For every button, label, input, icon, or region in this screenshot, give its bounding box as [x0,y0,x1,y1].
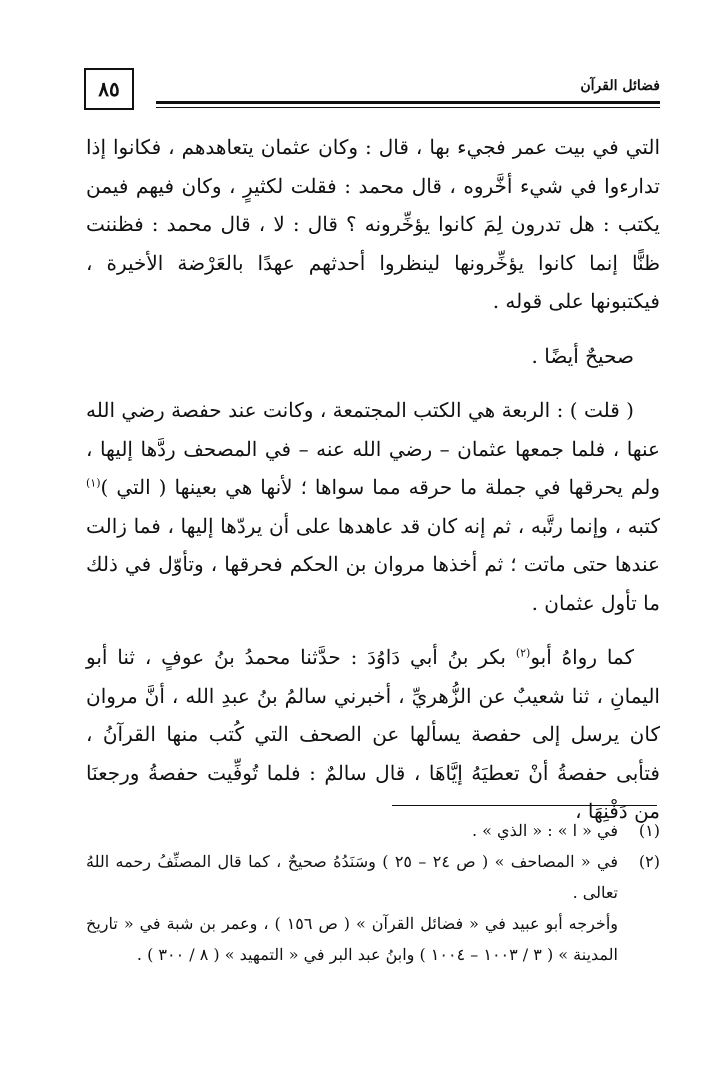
footnote-text: في « المصاحف » ( ص ٢٤ – ٢٥ ) وسَنَدُهُ صحيحٌ ، كما قال المصنِّفُ رحمه اللهُ تعالى . [86,852,619,902]
footnote-text: في « ا » : « الذي » . [472,821,618,840]
paragraph-3 [86,391,660,622]
footnote-2 [86,846,660,908]
paragraph-4-part1: كما رواهُ أبو [530,645,635,669]
paragraph-4-part2: بكر بنُ أبي دَاوُدَ : حدَّثنا محمدُ بنُ عوفٍ ، ثنا أبو اليمانِ ، ثنا شعيبٌ عن الزُّهريِّ ، أخبرني سالمُ بنُ عبدِ الله ، أنَّ مروان كان يرسل إلى حفصة يسألها عن الصحف التي كُتب منها القرآنُ ، فتأبى حفصةُ أنْ تعطيَهُ إيَّاهَا ، قال سالمٌ : فلما تُوفِّيت حفصةُ ورجعنَا من دَفْنِهَا ، [86,645,660,823]
running-title: فضائل القرآن [580,78,660,94]
footnote-ref-2: (٢) [515,646,531,660]
page-header [84,68,660,128]
footnote-2-continuation: وأخرجه أبو عبيد في « فضائل القرآن » ( ص ١٥٦ ) ، وعمر بن شبة في « تاريخ المدينة » ( ٣ / ١٠٠٣ – ١٠٠٤ ) وابنُ عبد البر في « التمهيد » ( ٨ / ٣٠٠ ) . [86,914,618,964]
header-rule-thin [156,107,660,108]
footnote-ref-1: (١) [86,476,101,490]
footnotes [86,815,660,970]
footnote-number: (١) [638,821,660,840]
paragraph-3-part2: كتبه ، وإنما رتَّبه ، ثم إنه كان قد عاهدها على أن يردّها إليها ، فما زالت عندها حتى ماتت ؛ ثم أخذها مروان بن الحكم فحرقها ، وتأوّل في ذلك ما تأول عثمان . [86,513,660,615]
main-text [86,128,660,831]
page-number: ٨٥ [98,77,120,101]
paragraph-1: التي في بيت عمر فجيء بها ، قال : وكان عثمان يتعاهدهم ، فكانوا إذا تدارءوا في شيء أخَّروه ، قال محمد : فقلت لكثيرٍ ، وكان فيهم فيمن يكتب : هل تدرون لِمَ كانوا يؤخِّرونه ؟ قال : لا ، قال محمد : فظننت ظنًّا إنما كانوا يؤخِّرونها لينظروا أحدثهم عهدًا بالعَرْضة الأخيرة ، فيكتبونها على قوله . [86,135,661,313]
footnote-1 [86,815,660,846]
header-rule-thick [156,101,660,104]
paragraph-4 [86,638,660,831]
footnote-separator [392,805,657,806]
paragraph-3-part1: ( قلت ) : الربعة هي الكتب المجتمعة ، وكانت عند حفصة رضي الله عنها ، فلما جمعها عثمان – رضي الله عنه – في المصحف ردَّها إليها ، ولم يحرقها في جملة ما حرقه مما سواها ؛ لأنها هي بعينها ( التي ) [86,398,660,499]
page-number-box [84,68,134,110]
footnote-number: (٢) [638,852,660,871]
paragraph-2: صحيحٌ أيضًا . [531,343,634,368]
